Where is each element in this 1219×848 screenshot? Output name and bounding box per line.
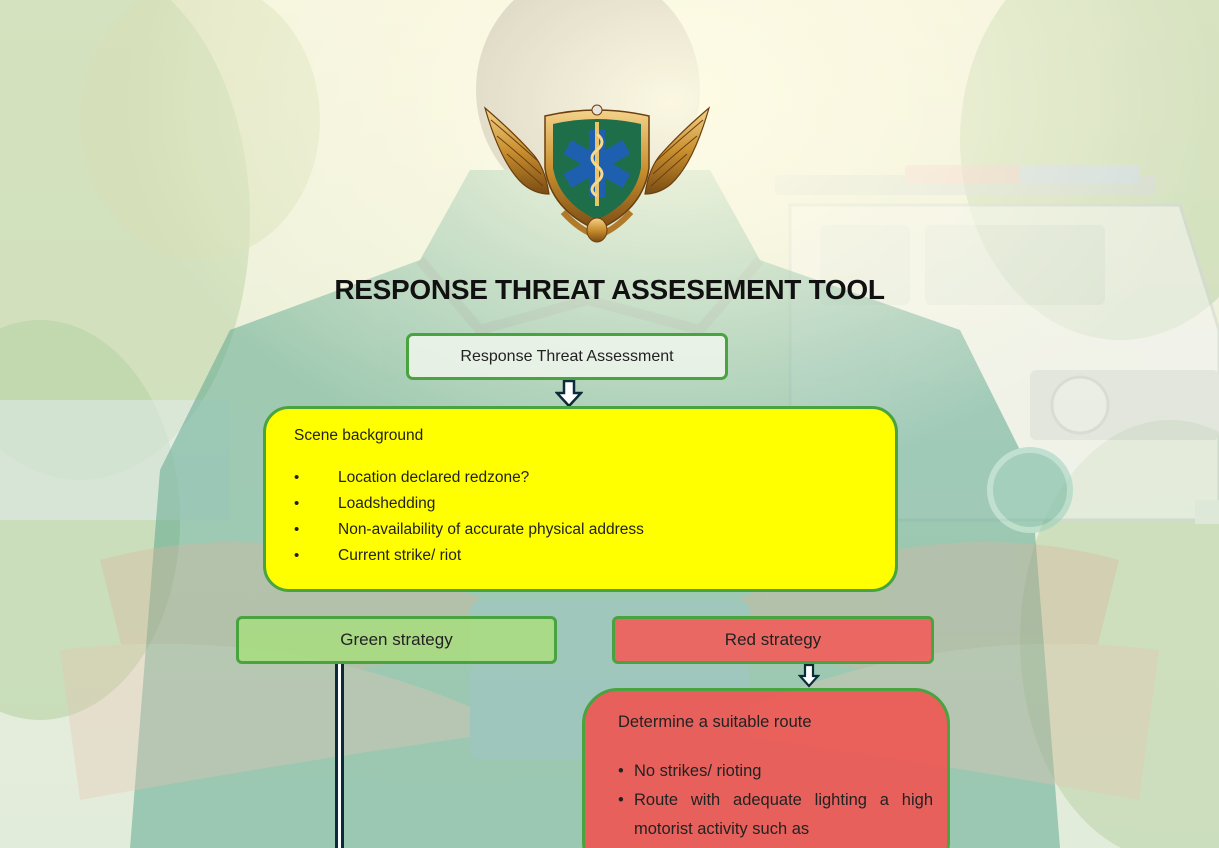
green-strategy-label: Green strategy (340, 630, 453, 649)
emblem-logo (483, 102, 711, 248)
list-item (294, 543, 867, 569)
bullet-dot-icon: • (294, 495, 300, 512)
response-threat-assessment-box (406, 333, 728, 380)
bullet-dot-icon: • (618, 791, 624, 809)
list-item-text: Current strike/ riot (338, 547, 462, 564)
list-item (294, 465, 867, 491)
list-item-text: Loadshedding (338, 495, 436, 512)
list-item (618, 757, 933, 786)
red-strategy-label: Red strategy (724, 630, 822, 649)
list-item (294, 517, 867, 543)
red-strategy-box (612, 616, 934, 664)
bullet-dot-icon: • (618, 762, 624, 780)
scene-background-heading: Scene background (294, 427, 424, 444)
list-item-text: Non-availability of accurate physical address (338, 521, 644, 538)
green-strategy-box (236, 616, 557, 664)
bullet-dot-icon: • (294, 547, 300, 564)
determine-route-list (618, 757, 933, 844)
bullet-dot-icon: • (294, 521, 300, 538)
bullet-dot-icon: • (294, 469, 300, 486)
list-item (618, 786, 933, 844)
list-item-text: No strikes/ rioting (634, 762, 762, 780)
determine-route-box (582, 688, 950, 848)
arrow-down-icon (798, 664, 820, 688)
list-item-text: Location declared redzone? (338, 469, 530, 486)
winged-star-of-life-emblem-icon (483, 102, 711, 248)
list-item-text: Route with adequate lighting a high motorist activity such as (634, 791, 933, 838)
green-strategy-connector (335, 664, 344, 848)
scene-background-list (294, 465, 867, 569)
list-item (294, 491, 867, 517)
document-title: RESPONSE THREAT ASSESEMENT TOOL (334, 274, 885, 305)
determine-route-heading: Determine a suitable route (618, 713, 812, 731)
arrow-down-icon (555, 380, 583, 408)
response-threat-assessment-label: Response Threat Assessment (460, 347, 674, 365)
scene-background-box (263, 406, 898, 592)
